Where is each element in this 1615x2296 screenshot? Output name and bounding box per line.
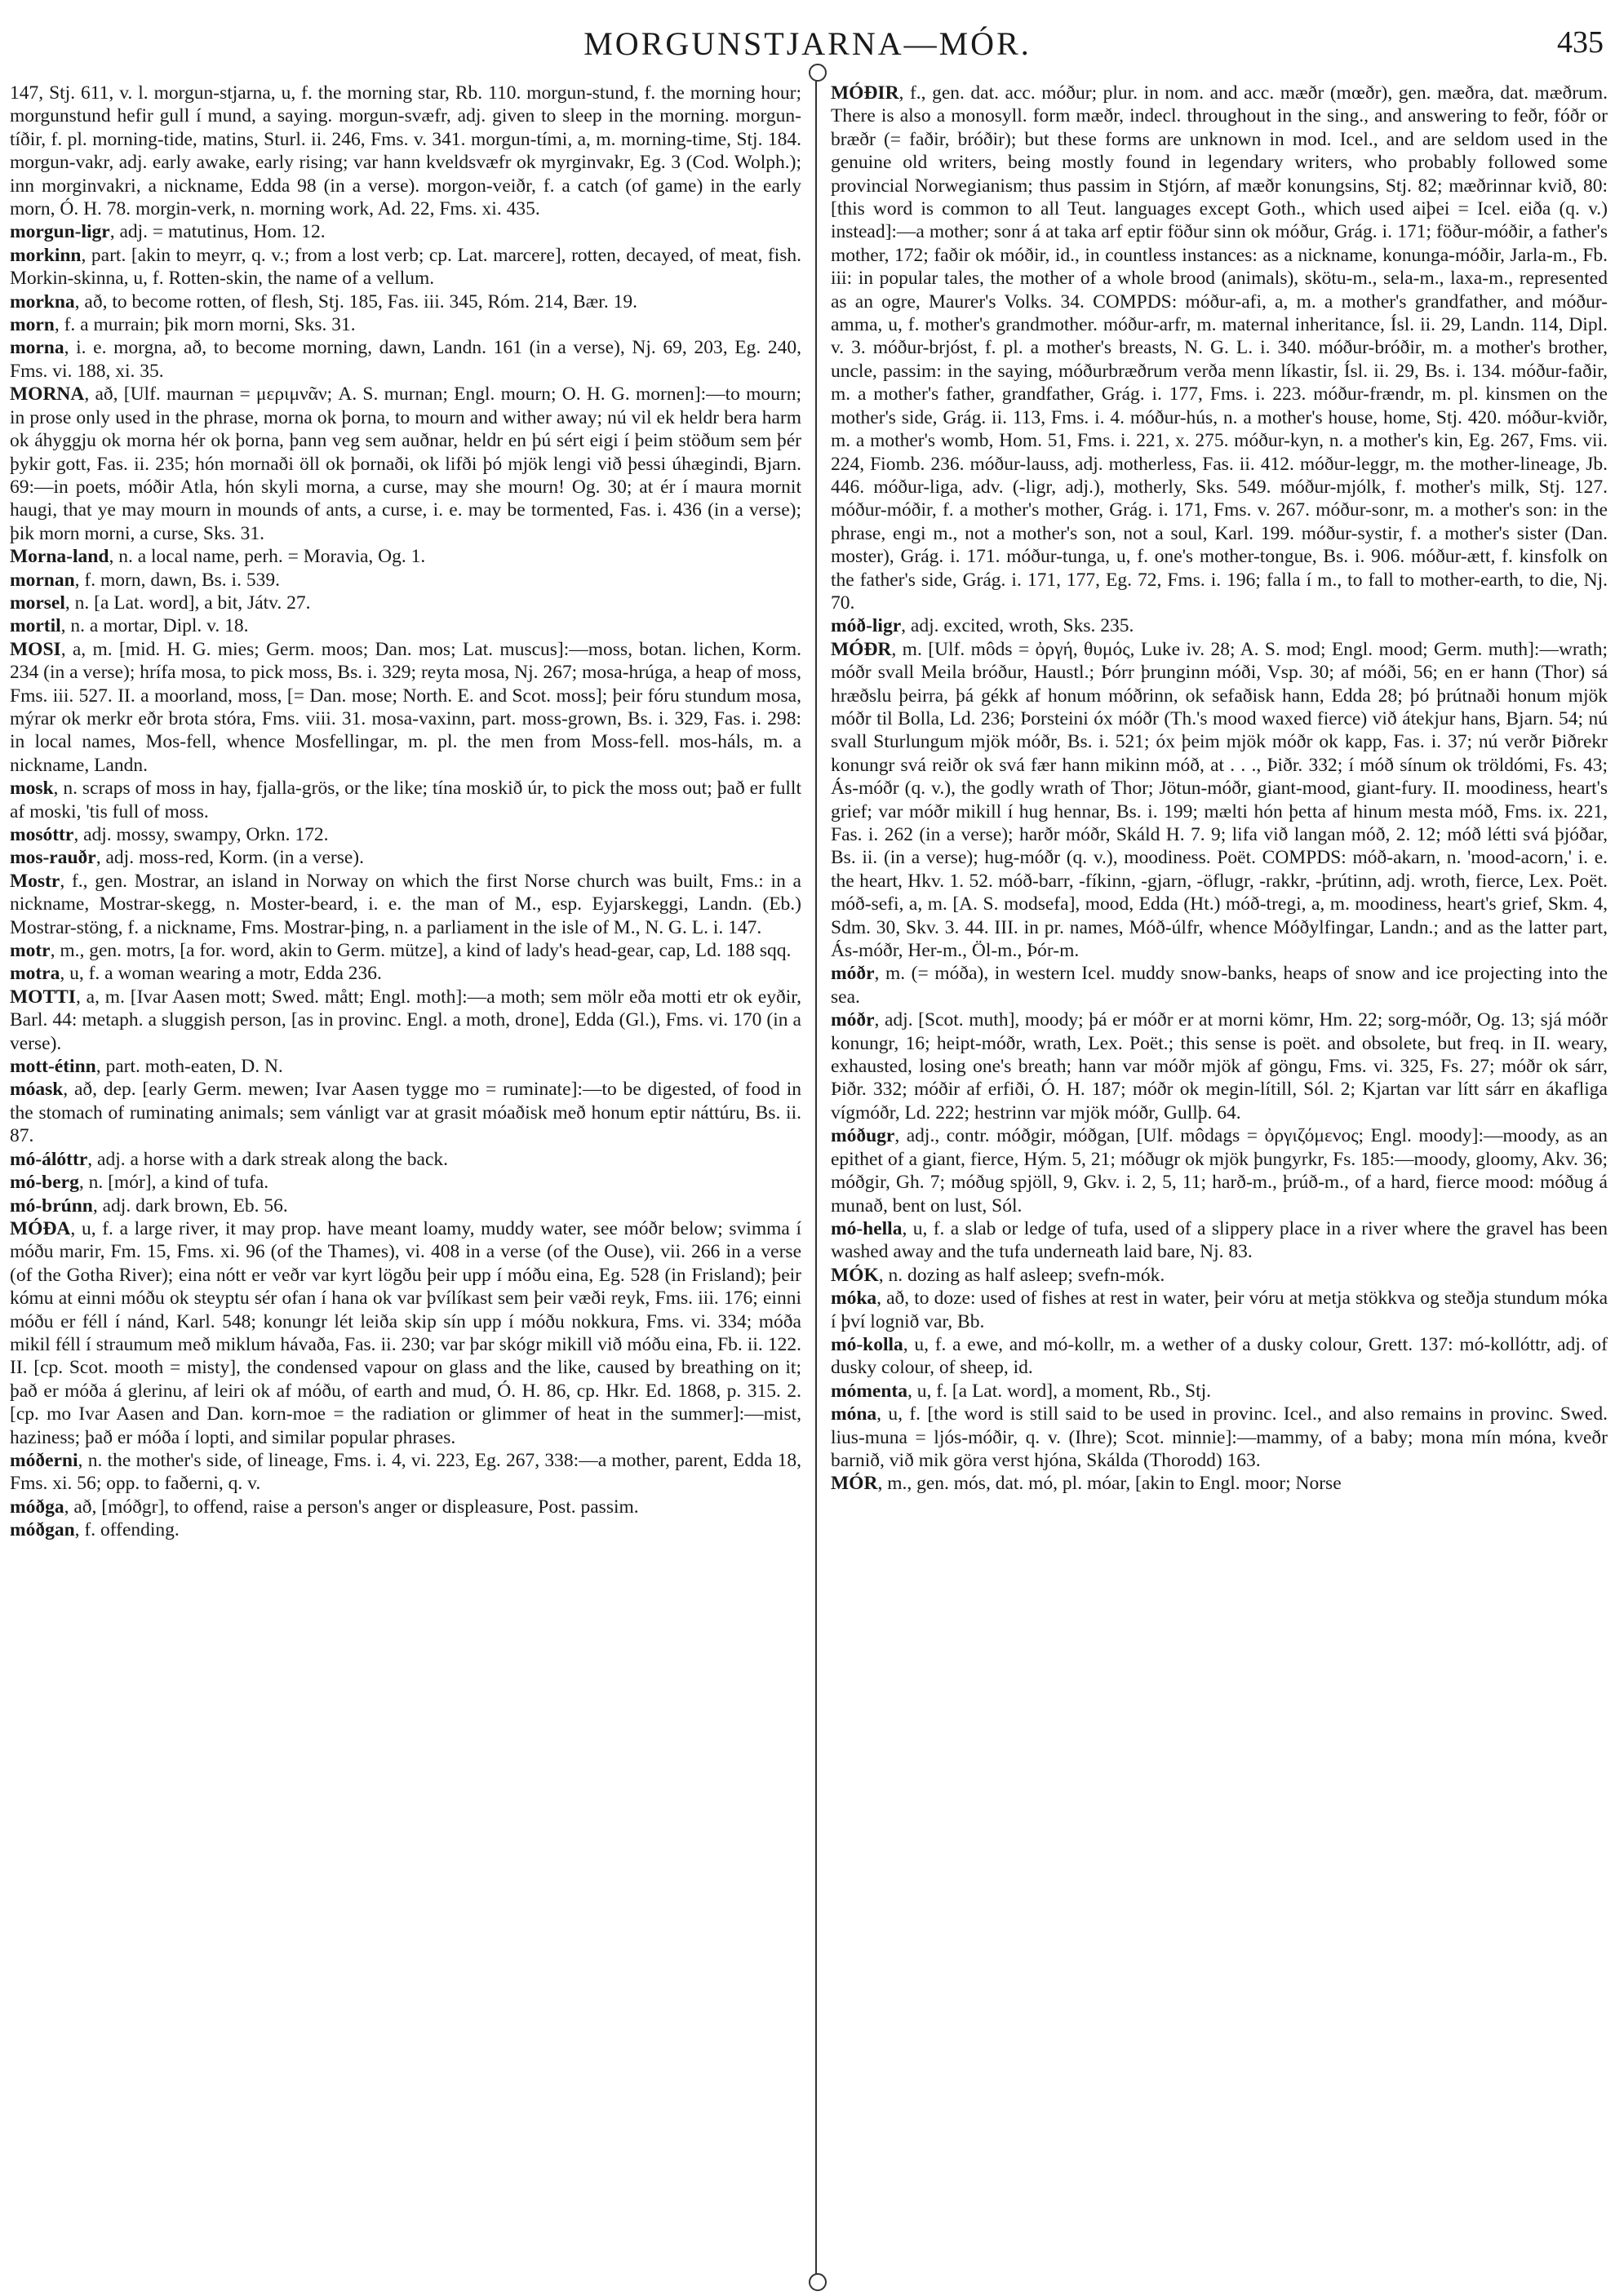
entry-headword: mortil: [10, 615, 61, 637]
entry-definition: , m., gen. mós, dat. mó, pl. móar, [akin to Engl. moor; Norse: [877, 1473, 1342, 1495]
entry-headword: MÓK: [831, 1264, 879, 1286]
dictionary-entry: [10, 1055, 801, 1078]
dictionary-entry: [10, 777, 801, 823]
entry-definition: , a, m. [mid. H. G. mies; Germ. moos; Dan. mos; Lat. muscus]:—moss, botan. lichen, Korm. 234 (in a verse); hrífa mosa, to pick moss, Bs. i. 329; reyta mosa, Nj. 267; mosa-hrúga, a heap of moss, Fms. iii. 527. II. a moorland, moss, [= Dan. mose; North. E. and Scot. moss]; þeir fóru stundum mosa, mýrar ok merkr eðr brota stóra, Fms. viii. 31. mosa-vaxinn, part. moss-grown, Bs. i. 329, Fas. i. 298: in local names, Mos-fell, whence Mosfellingar, m. pl. the men from Moss-fell. mos-háls, m. a nickname, Landn.: [10, 638, 801, 776]
dictionary-entry: [831, 1472, 1608, 1495]
entry-definition: , f., gen. dat. acc. móður; plur. in nom. and acc. mæðr (mœðr), gen. mæðra, dat. mæðrum. There is also a monosyll. form mæðr, indecl. throughout in the sing., and answering to feðr, fóðr or bræðr (= faðir, bróðir); but these forms are unknown in mod. Icel., and are seldom used in the genuine old writers, being mostly found in legendary writers, who probably followed some provincial Norwegianism; thus passim in Stjórn, af mæðr konungsins, Stj. 82; mæðrinnar kvið, 80: [this word is common to all Teut. languages except Goth., which used aiþei = Icel. eiða (q. v.) instead]:—a mother; sonr á at taka arf eptir föður sinn ok móður, Grág. i. 171; föður-móðir, a father's mother, 172; faðir ok móðir, id., in countless instances: as a nickname, konunga-móðir, Jarla-m., Fb. iii: in popular tales, the mother of a whole brood (animals), skötu-m., sela-m., laxa-m., represented as an ogre, Maurer's Volks. 34. COMPDS: móður-afi, a, m. a mother's grandfather, and móður-amma, u, f. mother's grandmother. móður-arfr, m. maternal inheritance, Ísl. ii. 29, Landn. 114, Dipl. v. 3. móður-brjóst, f. pl. a mother's breasts, N. G. L. i. 340. móður-bróðir, m. a mother's brother, uncle, passim: in the saying, móðurbræðrum verða menn líkastir, Ísl. ii. 29, Bs. i. 134. móður-faðir, m. a mother's father, grandfather, Grág. i. 177, Fms. i. 223. móður-frændr, m. pl. kinsmen on the mother's side, Grág. ii. 113, Fms. i. 4. móður-hús, n. a mother's house, home, Stj. 420. móður-kviðr, m. a mother's womb, Hom. 51, Fms. i. 221, x. 275. móður-kyn, n. a mother's kin, Eg. 267, Fms. vii. 224, Fiomb. 236. móður-lauss, adj. motherless, Fas. ii. 412. móður-leggr, m. the mother-lineage, Jb. 446. móður-liga, adv. (-ligr, adj.), motherly, Sks. 549. móður-mjólk, f. mother's milk, Stj. 127. móður-móðir, f. a mother's mother, Grág. i. 171, Fms. v. 267. móður-sonr, m. a mother's son: in the phrase, engi m., not a mother's son, not a soul, Karl. 199. móður-systir, f. a mother's sister (Dan. moster), Grág. i. 171. móður-tunga, u, f. one's mother-tongue, Bs. i. 906. móður-ætt, f. kinsfolk on the father's side, Grág. i. 171, 177, Eg. 72, Fms. i. 196; falla í m., to fall to mother-earth, to die, Nj. 70.: [831, 82, 1608, 614]
entry-headword: móðr: [831, 963, 875, 985]
entry-headword: mornan: [10, 569, 75, 591]
entry-definition: , n. [a Lat. word], a bit, Játv. 27.: [64, 592, 311, 614]
entry-headword: motr: [10, 940, 51, 962]
entry-headword: Mostr: [10, 870, 60, 892]
dictionary-entry: [10, 592, 801, 614]
dictionary-entry: [10, 336, 801, 383]
entry-definition: , að, [móðgr], to offend, raise a person's anger or displeasure, Post. passim.: [64, 1496, 639, 1518]
dictionary-entry: [831, 638, 1608, 963]
dictionary-entry: [10, 846, 801, 869]
entry-headword: móðgan: [10, 1519, 75, 1541]
divider-ornament-bottom: [809, 2273, 827, 2291]
entry-headword: mó-hella: [831, 1217, 903, 1239]
dictionary-entry: [831, 1287, 1608, 1333]
entry-headword: MÓR: [831, 1473, 878, 1495]
dictionary-entry: [10, 986, 801, 1055]
entry-headword: morgun-ligr: [10, 221, 110, 243]
entry-definition: , m. [Ulf. môds = ὀργή, θυμός, Luke iv. 28; A. S. mod; Engl. mood; Germ. muth]:—wrath; móðr svall Meila bróður, Haustl.; Þórr þrunginn móði, Vsp. 30; af móði, 56; en er hann (Thor) sá hræðslu þeirra, þá gékk af honum móðrinn, ok sefaðisk hann, Edda 28; þó þrútnaði honum mjök móðr til Bolla, Ld. 236; Þorsteini óx móðr (Th.'s mood waxed fierce) við átekjur hans, Bjarn. 54; nú svall Sturlungum mjök móðr, Bs. i. 521; óx þeim mjök móðr ok kapp, Fas. i. 37; nú verðr Þiðrekr konungr svá reiðr ok svá fær hann mikinn móð, at . . ., Þiðr. 332; í móð sínum ok tröldómi, Fs. 43; Ás-móðr (q. v.), the godly wrath of Thor; Jötun-móðr, giant-mood, giant-fury. II. moodiness, heart's grief; var móðr mikill í hug hennar, Bs. i. 199; mælti hón þetta af hinum mesta móð, Fms. ix. 221, Fas. i. 262 (in a verse); harðr móðr, Skáld H. 7. 9; lifa við langan móð, 2. 12; móð létti svá þjóðar, Bs. ii. (in a verse); hug-móðr (q. v.), moodiness. Poët. COMPDS: móð-akarn, n. 'mood-acorn,' i. e. the heart, Hkv. 1. 52. móð-barr, -fíkinn, -gjarn, -öflugr, -rakkr, -þrútinn, adj. wroth, fierce, Lex. Poët. móð-sefi, a, m. [A. S. modsefa], mood, Edda (Ht.) móð-tregi, a, m. moodiness, heart's grief, Skm. 4, Sdm. 30, Skv. 3. 44. III. in pr. names, Móð-úlfr, whence Móðylfingar, Landn.; and as the latter part, Ás-móðr, Her-m., Öl-m., Þór-m.: [831, 638, 1608, 962]
dictionary-entry: [831, 1008, 1608, 1124]
dictionary-entry: [10, 220, 801, 243]
entry-headword: móðugr: [831, 1125, 895, 1147]
entry-headword: móask: [10, 1079, 64, 1101]
entry-definition: 147, Stj. 611, v. l. morgun-stjarna, u, f. the morning star, Rb. 110. morgun-stund, f. the morning hour; morgunstund hefir gull í mund, a saying. morgun-svæfr, adj. given to sleep in the morning. morgun-tíðir, f. pl. morning-tide, matins, Sturl. ii. 246, Fms. v. 341. morgun-tími, a, m. morning-time, Stj. 184. morgun-vakr, adj. early awake, early rising; var hann kveldsvæfr ok myrginvakr, Eg. 3 (Cod. Wolph.); inn morginvakri, a nickname, Edda 98 (in a verse). morgon-veiðr, f. a catch (of game) in the early morn, Ó. H. 78. morgin-verk, n. morning work, Ad. 22, Fms. xi. 435.: [10, 82, 801, 220]
entry-definition: , að, to become rotten, of flesh, Stj. 185, Fas. iii. 345, Róm. 214, Bær. 19.: [74, 290, 637, 312]
entry-definition: , adj. moss-red, Korm. (in a verse).: [95, 847, 364, 869]
running-title: MORGUNSTJARNA—MÓR.: [583, 25, 1032, 62]
dictionary-entry: [831, 1403, 1608, 1472]
entry-definition: , n. the mother's side, of lineage, Fms. i. 4, vi. 223, Eg. 267, 338:—a mother, parent, Edda 18, Fms. xi. 56; opp. to faðerni, q. v.: [10, 1449, 801, 1495]
entry-definition: , u, f. a woman wearing a motr, Edda 236.: [60, 963, 382, 985]
entry-definition: , m., gen. motrs, [a for. word, akin to Germ. mütze], a kind of lady's head-gear, cap, Ld. 188 sqq.: [50, 940, 792, 962]
dictionary-entry: [10, 939, 801, 962]
entry-headword: Morna-land: [10, 546, 109, 568]
entry-definition: , u, f. a ewe, and mó-kollr, m. a wether of a dusky colour, Grett. 137: mó-kollóttr, adj. of dusky colour, of sheep, id.: [831, 1333, 1608, 1379]
entry-definition: , að, to doze: used of fishes at rest in water, þeir vóru at metja stökkva og steðja stundum móka í því lognið var, Bb.: [831, 1288, 1608, 1332]
dictionary-entry: [831, 1380, 1608, 1403]
page-header: [0, 18, 1615, 67]
entry-definition: , u, f. a large river, it may prop. have meant loamy, muddy water, see móðr below; svimma í móðu marir, Fm. 15, Fms. xi. 96 (of the Thames), vi. 408 in a verse (of the Ouse), vii. 266 in a verse (of the Gotha River); eina nótt er veðr var kyrt lögðu þeir upp í móðu eina, Eg. 528 (in Frisland); þeir kómu at einni móðu ok steyptu sér ofan í hana ok var þvílíkast sem þeir væði reyk, Fms. iii. 176; einni móðu er féll í nánd, Karl. 548; konungr lét leiða skip sín upp í móðu nokkura, Fms. vi. 334; móða mikil féll í straumum með miklum hávaða, Fas. ii. 230; var þar skógr mikill við móðu eina, Fb. ii. 122. II. [cp. Scot. mooth = misty], the condensed vapour on glass and the like, caused by breathing on it; það er móða á glerinu, af leiri ok af móðu, of earth and mud, Ó. H. 86, cp. Hkr. Ed. 1868, p. 315. 2. [cp. mo Ivar Aasen and Dan. korn-moe = the radiation or glimmer of heat in the summer]:—mist, haziness; það er móða í lopti, and similar popular phrases.: [10, 1217, 801, 1448]
entry-headword: mos-rauðr: [10, 847, 96, 869]
entry-headword: morkinn: [10, 244, 82, 266]
entry-definition: , að, dep. [early Germ. mewen; Ivar Aasen tygge mo = ruminate]:—to be digested, of food in the stomach of ruminating animals; sem vánligt var at grasit móaðisk með honum eptir náttúru, Bs. ii. 87.: [10, 1079, 801, 1147]
entry-headword: móna: [831, 1403, 877, 1425]
entry-headword: morn: [10, 314, 55, 336]
dictionary-entry: [831, 614, 1608, 637]
entry-definition: , adj. a horse with a dark streak along the back.: [87, 1148, 449, 1170]
dictionary-entry: [831, 1124, 1608, 1217]
left-column: [10, 82, 801, 1542]
dictionary-entry: [10, 383, 801, 545]
column-divider: [815, 69, 817, 2280]
dictionary-entry: [10, 1148, 801, 1171]
entry-headword: mómenta: [831, 1380, 907, 1402]
dictionary-entry: [10, 545, 801, 568]
dictionary-entry: [831, 1333, 1608, 1380]
entry-headword: MORNA: [10, 383, 85, 406]
entry-definition: , n. [mór], a kind of tufa.: [78, 1172, 269, 1194]
entry-definition: , f. offending.: [74, 1519, 180, 1541]
entry-definition: , f., gen. Mostrar, an island in Norway on which the first Norse church was built, Fms.: in a nickname, Mostrar-skegg, n. Moster-beard, i. e. the man of M., esp. Eyjarskeggi, Landn. (Eb.) Mostrar-stöng, f. a nickname, Fms. Mostrar-þing, n. a parliament in the isle of M., N. G. L. i. 147.: [10, 870, 801, 938]
entry-headword: MOTTI: [10, 986, 76, 1008]
entry-headword: morsel: [10, 592, 65, 614]
dictionary-entry: [10, 290, 801, 313]
entry-definition: , u, f. [the word is still said to be used in provinc. Icel., and also remains in provinc. Swed. lius-muna = ljós-móðir, q. v. (Ihre); Scot. minnie]:—mammy, of a baby; mona mín móna, kveðr barnið, við mik göra verst hjóna, Skálda (Thorodd) 163.: [831, 1403, 1608, 1471]
dictionary-entry: [10, 1217, 801, 1449]
dictionary-entry: [10, 569, 801, 592]
dictionary-entry: [10, 1518, 801, 1541]
dictionary-entry: [10, 1449, 801, 1496]
entry-definition: , adj., contr. móðgir, móðgan, [Ulf. môdags = ὀργιζόμενος; Engl. moody]:—moody, as an epithet of a giant, fierce, Hým. 5, 21; móðugr ok mjök þungyrkr, Fs. 185:—moody, gloomy, Akv. 36; móðgir, Gh. 7; móðug spjöll, 9, Gkv. i. 2, 5, 11; harð-m., þrúð-m., of a hard, fierce mood: móðug á munað, bent on lust, Sól.: [831, 1125, 1608, 1217]
dictionary-entry: [831, 1217, 1608, 1264]
page-number: 435: [1557, 25, 1604, 60]
entry-definition: , u, f. a slab or ledge of tufa, used of a slippery place in a river where the gravel has been washed away and the tufa underneath laid bare, Nj. 83.: [831, 1217, 1608, 1263]
entry-headword: mó-berg: [10, 1172, 79, 1194]
entry-headword: mosk: [10, 778, 54, 800]
entry-definition: , part. moth-eaten, D. N.: [95, 1056, 283, 1078]
entry-definition: , i. e. morgna, að, to become morning, dawn, Landn. 161 (in a verse), Nj. 69, 203, Eg. 240, Fms. vi. 188, xi. 35.: [10, 337, 801, 382]
entry-definition: , a, m. [Ivar Aasen mott; Swed. mått; Engl. moth]:—a moth; sem mölr eða motti etr ok eyðir, Barl. 44: metaph. a sluggish person, [as in provinc. Engl. a moth, drone], Edda (Gl.), Fms. vi. 170 (in a verse).: [10, 986, 801, 1054]
entry-headword: móðga: [10, 1496, 64, 1518]
entry-headword: móðr: [831, 1009, 875, 1031]
entry-headword: MÓÐR: [831, 638, 892, 660]
entry-headword: mosóttr: [10, 824, 74, 845]
entry-headword: MOSI: [10, 638, 61, 660]
entry-headword: mott-étinn: [10, 1056, 96, 1078]
entry-headword: mó-brúnn: [10, 1195, 93, 1217]
entry-headword: móka: [831, 1288, 877, 1310]
entry-headword: MÓÐIR: [831, 82, 899, 104]
dictionary-entry: [831, 1264, 1608, 1287]
dictionary-entry: [10, 638, 801, 777]
entry-definition: , að, [Ulf. maurnan = μεριμνᾶν; A. S. murnan; Engl. mourn; O. H. G. mornen]:—to mourn; in prose only used in the phrase, morna ok þorna, to mourn and wither away; nú vil ek heldr bera harm ok áhyggju ok morna hér ok þorna, þann veg sem auðnar, heldr en þú sért eigi í þeim stöðum sem þér þykir gott, Fas. ii. 235; hón mornaði öll ok þornaði, ok lifði þó mjök lengi við þessi úhægindi, Bjarn. 69:—in poets, móðir Atla, hón skyli morna, a curse, may she mourn! Og. 30; at ér í maura mornit haugi, that ye may mourn in mounds of ants, a curse, i. e. may be tormented, Fas. i. 436 (in a verse); þik morn morni, a curse, Sks. 31.: [10, 383, 801, 544]
entry-definition: , u, f. [a Lat. word], a moment, Rb., Stj.: [907, 1380, 1212, 1402]
dictionary-entry: [10, 870, 801, 939]
entry-definition: , adj. dark brown, Eb. 56.: [92, 1195, 288, 1217]
entry-headword: motra: [10, 963, 60, 985]
dictionary-entry: [10, 1195, 801, 1217]
entry-definition: , n. a mortar, Dipl. v. 18.: [60, 615, 249, 637]
entry-definition: , f. a murrain; þik morn morni, Sks. 31.: [54, 314, 356, 336]
entry-definition: , n. dozing as half asleep; svefn-mók.: [878, 1264, 1165, 1286]
entry-headword: morkna: [10, 290, 75, 312]
entry-definition: , adj. = matutinus, Hom. 12.: [109, 221, 326, 243]
entry-definition: , n. scraps of moss in hay, fjalla-grös, or the like; tína moskið úr, to pick the moss out; það er fullt af moski, 'tis full of moss.: [10, 778, 801, 822]
dictionary-entry: [10, 614, 801, 637]
dictionary-entry: [831, 82, 1608, 614]
dictionary-entry: [10, 962, 801, 985]
right-column: [831, 82, 1608, 1496]
dictionary-entry: [10, 1171, 801, 1194]
entry-headword: morna: [10, 337, 64, 359]
entry-definition: , f. morn, dawn, Bs. i. 539.: [74, 569, 280, 591]
entry-headword: móðerni: [10, 1449, 78, 1471]
dictionary-entry: [10, 1078, 801, 1147]
dictionary-entry: [10, 313, 801, 336]
dictionary-entry: [831, 962, 1608, 1008]
divider-ornament-top: [809, 64, 827, 82]
entry-headword: MÓÐA: [10, 1217, 71, 1239]
entry-definition: , adj. [Scot. muth], moody; þá er móðr er at morni kömr, Hm. 22; sorg-móðr, Og. 13; sjá móðr konungr, 16; heipt-móðr, wrath, Lex. Poët.; this sense is poët. and obsolete, but freq. in II. weary, exhausted, losing one's breath; hann var móðr mjök af göngu, Fms. vi. 325, Fs. 27; móðr ok sárr, Þiðr. 332; móðir af erfiði, Ó. H. 187; móðr ok megin-lítill, Sól. 2; Kjartan var lítt sárr en ákafliga vígmóðr, Ld. 222; hestrinn var mjök móðr, Gullþ. 64.: [831, 1009, 1608, 1124]
entry-definition: , n. a local name, perh. = Moravia, Og. 1.: [109, 546, 426, 568]
dictionary-entry: [10, 244, 801, 290]
entry-headword: mó-kolla: [831, 1333, 903, 1355]
entry-definition: , adj. mossy, swampy, Orkn. 172.: [73, 824, 329, 845]
entry-definition: , m. (= móða), in western Icel. muddy snow-banks, heaps of snow and ice projecting into the sea.: [831, 963, 1608, 1008]
entry-headword: móð-ligr: [831, 615, 902, 637]
entry-definition: , part. [akin to meyrr, q. v.; from a lost verb; cp. Lat. marcere], rotten, decayed, of meat, fish. Morkin-skinna, u, f. Rotten-skin, the name of a vellum.: [10, 244, 801, 290]
dictionary-entry: [10, 823, 801, 846]
entry-definition: , adj. excited, wroth, Sks. 235.: [901, 615, 1134, 637]
entry-headword: mó-álóttr: [10, 1148, 88, 1170]
dictionary-entry: [10, 1496, 801, 1518]
dictionary-entry: [10, 82, 801, 220]
